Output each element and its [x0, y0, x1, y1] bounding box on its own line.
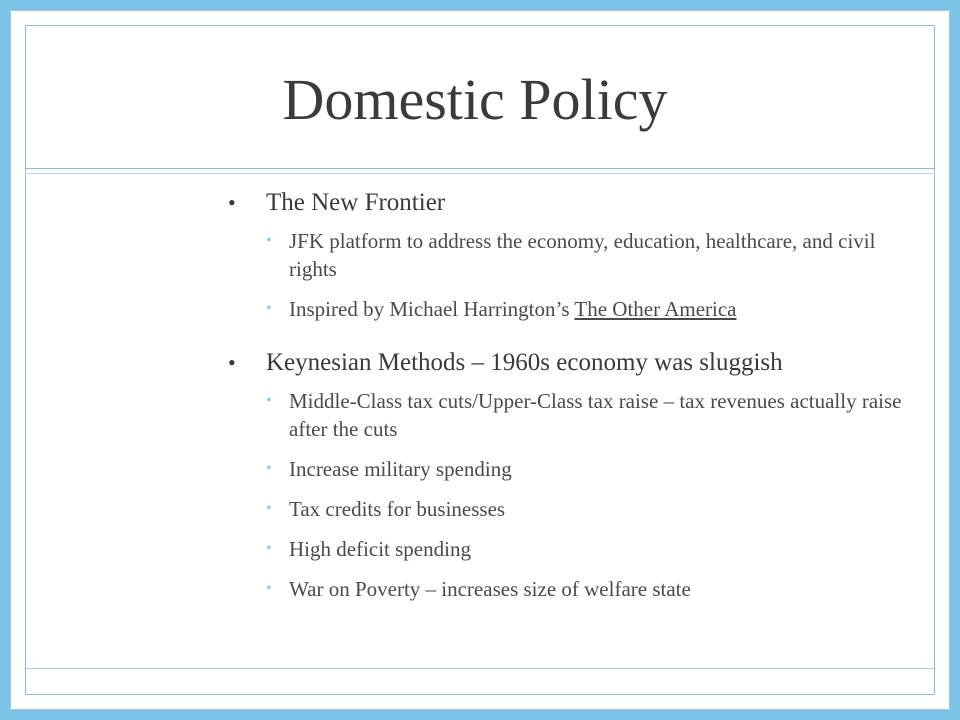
list-item-text: JFK platform to address the economy, education, healthcare, and civil rights [289, 229, 876, 281]
bullet-icon: • [228, 350, 236, 375]
section-heading-text: The New Frontier [266, 189, 446, 216]
list-item [228, 295, 908, 323]
sub-bullet-icon: • [266, 300, 272, 317]
list-item-text: War on Poverty – increases size of welfare state [289, 577, 691, 601]
section-heading-new-frontier [228, 187, 908, 218]
slide [10, 10, 950, 710]
sub-bullet-icon: • [266, 460, 272, 477]
list-item [228, 495, 908, 523]
list-item-text: Increase military spending [289, 457, 512, 481]
list-item [228, 575, 908, 603]
section-heading-keynesian-methods [228, 347, 908, 378]
section-gap [228, 335, 908, 347]
list-item [228, 387, 908, 443]
title-divider [25, 168, 935, 169]
list-item [228, 535, 908, 563]
list-item [228, 227, 908, 283]
list-item-text: High deficit spending [289, 537, 471, 561]
title-divider-secondary [25, 173, 935, 174]
book-title: The Other America [574, 297, 737, 321]
list-item-text: Inspired by Michael Harrington’s [289, 297, 575, 321]
sub-bullet-icon: • [266, 580, 272, 597]
sub-bullet-icon: • [266, 540, 272, 557]
list-item-text: Tax credits for businesses [289, 497, 506, 521]
list-item-text: Middle-Class tax cuts/Upper-Class tax raise – tax revenues actually raise after the cuts [289, 389, 902, 441]
slide-body [228, 187, 908, 615]
sub-bullet-icon: • [266, 392, 272, 409]
slide-title: Domestic Policy [282, 67, 668, 132]
list-item [228, 455, 908, 483]
bullet-icon: • [228, 190, 236, 215]
section-heading-text: Keynesian Methods – 1960s economy was sluggish [266, 349, 783, 376]
sub-bullet-icon: • [266, 232, 272, 249]
bottom-divider [25, 668, 935, 669]
sub-bullet-icon: • [266, 500, 272, 517]
